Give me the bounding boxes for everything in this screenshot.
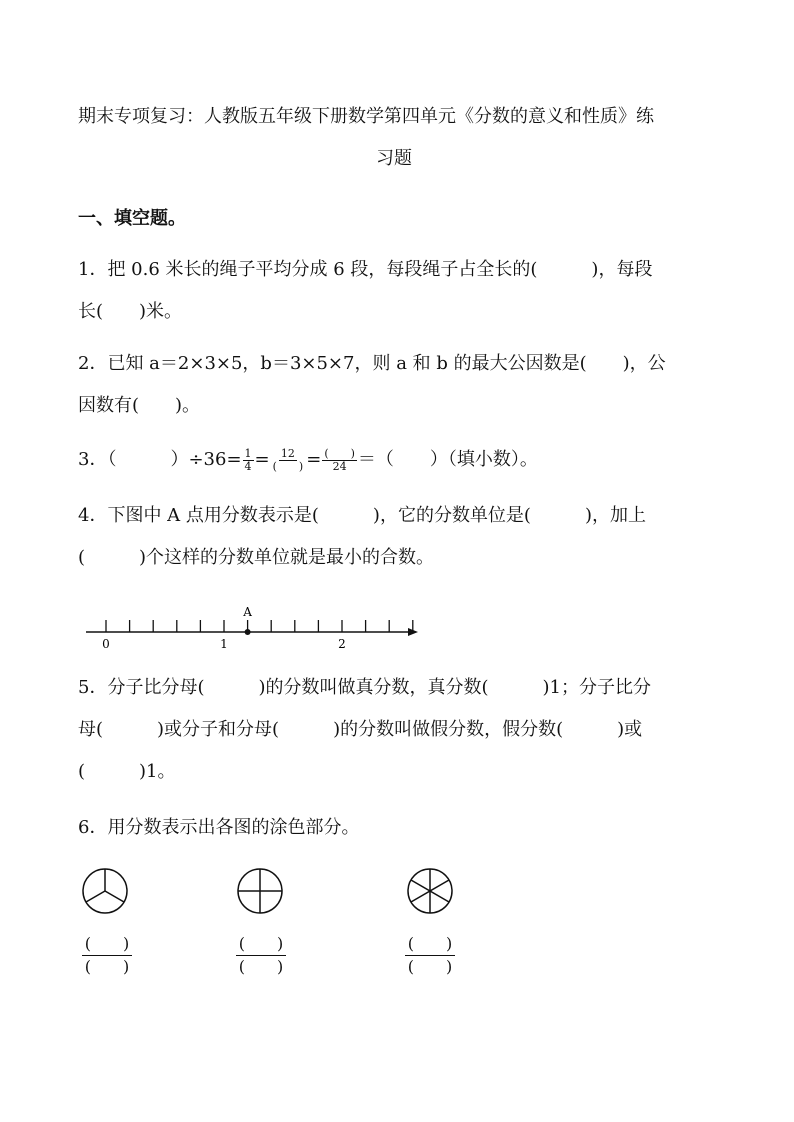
question-1-line1: 1．把 0.6 米长的绳子平均分成 6 段，每段绳子占全长的( )，每段: [78, 259, 653, 280]
answer-fraction-2: [236, 934, 286, 977]
question-2-line2: 因数有( )。: [78, 395, 201, 416]
answer-numerator-blank: ( ): [407, 934, 453, 953]
number-line-label: 0: [102, 637, 110, 651]
page-title-line2: 习题: [376, 148, 412, 169]
circle-six-parts-icon: [405, 866, 455, 916]
answer-numerator-blank: ( ): [84, 934, 130, 953]
answer-fraction-3: [405, 934, 455, 977]
fraction-numerator: ( ): [324, 446, 355, 460]
question-6: 6．用分数表示出各图的涂色部分。: [78, 817, 360, 838]
number-line-label: 1: [220, 637, 228, 651]
fraction-bar: [236, 955, 286, 956]
fraction-denominator: ( ): [272, 459, 304, 473]
point-a-label: A: [243, 605, 252, 619]
fraction-bar: [405, 955, 455, 956]
question-3: [78, 438, 538, 482]
equals-sign: =: [254, 449, 270, 470]
question-5-line3: ( )1。: [78, 761, 176, 782]
point-a-marker: [245, 629, 251, 635]
question-5-line1: 5．分子比分母( )的分数叫做真分数，真分数( )1；分子比分: [78, 677, 651, 698]
answer-fraction-1: [82, 934, 132, 977]
circle-four-parts-icon: [235, 866, 285, 916]
number-line-labels: [102, 637, 346, 651]
number-line-ticks: [106, 620, 413, 632]
question-5-line2: 母( )或分子和分母( )的分数叫做假分数，假分数( )或: [78, 719, 643, 740]
question-3-prefix: 3．（ ）÷36=: [78, 449, 242, 470]
question-4-line1: 4．下图中 A 点用分数表示是( )，它的分数单位是( )，加上: [78, 505, 646, 526]
number-line-diagram: [80, 602, 420, 658]
circle-three-parts-icon: [80, 866, 130, 916]
fraction-denominator: 4: [244, 459, 252, 473]
equals-sign: =: [306, 449, 322, 470]
page-title-line1: 期末专项复习：人教版五年级下册数学第四单元《分数的意义和性质》练: [78, 106, 654, 127]
fraction-blank-over-24: [322, 448, 357, 473]
fraction-bar: [82, 955, 132, 956]
number-line-label: 2: [338, 637, 346, 651]
fraction-numerator: 12: [280, 446, 295, 460]
fraction-one-quarter: [243, 448, 254, 473]
answer-denominator-blank: ( ): [407, 957, 453, 976]
question-3-suffix: ＝（ ）（填小数）。: [357, 449, 538, 470]
section-fill-blank-heading: 一、填空题。: [78, 208, 186, 229]
answer-denominator-blank: ( ): [84, 957, 130, 976]
question-2-line1: 2．已知 a＝2×3×5，b＝3×5×7，则 a 和 b 的最大公因数是( )，公: [78, 353, 666, 374]
question-4-line2: ( )个这样的分数单位就是最小的合数。: [78, 547, 435, 568]
fraction-numerator: 1: [244, 446, 252, 460]
fraction-denominator: 24: [332, 459, 347, 473]
question-1-line2: 长( )米。: [78, 301, 183, 322]
answer-denominator-blank: ( ): [238, 957, 284, 976]
fraction-twelve-over-blank: [271, 448, 306, 473]
answer-numerator-blank: ( ): [238, 934, 284, 953]
